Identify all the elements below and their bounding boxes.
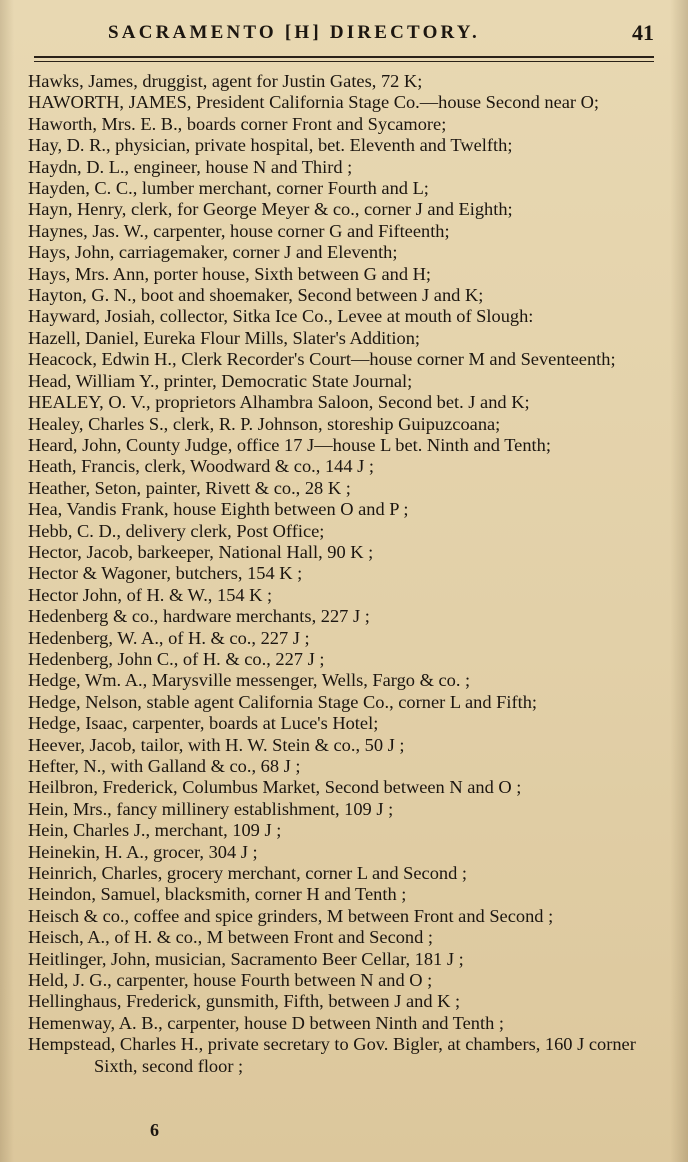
directory-entry: Heilbron, Frederick, Columbus Market, Second between N and O ; [28, 777, 522, 798]
directory-entry: Heacock, Edwin H., Clerk Recorder's Court—house corner M and Seventeenth; [28, 349, 616, 370]
directory-entry: Hea, Vandis Frank, house Eighth between O and P ; [28, 499, 409, 520]
directory-entry: Haworth, Mrs. E. B., boards corner Front and Sycamore; [28, 113, 447, 134]
directory-entry: Hedge, Wm. A., Marysville messenger, Wells, Fargo & co. ; [28, 670, 471, 691]
directory-entry: Hebb, C. D., delivery clerk, Post Office; [28, 520, 325, 541]
directory-entry: Heindon, Samuel, blacksmith, corner H and Tenth ; [28, 884, 407, 905]
header-rule [34, 56, 654, 58]
directory-entry: Haydn, D. L., engineer, house N and Third ; [28, 156, 353, 177]
directory-entry: Hayden, C. C., lumber merchant, corner Fourth and L; [28, 178, 429, 199]
directory-entries [28, 71, 654, 1077]
directory-entry: Heinrich, Charles, grocery merchant, corner L and Second ; [28, 863, 467, 884]
directory-entry: Hawks, James, druggist, agent for Justin Gates, 72 K; [28, 71, 423, 91]
directory-entry: HAWORTH, JAMES, President California Stage Co.—house Second near O; [28, 92, 600, 113]
directory-entry: Hector & Wagoner, butchers, 154 K ; [28, 563, 303, 584]
directory-entry: Hayton, G. N., boot and shoemaker, Second between J and K; [28, 285, 484, 306]
directory-entry: Healey, Charles S., clerk, R. P. Johnson, storeship Guipuzcoana; [28, 413, 501, 434]
directory-entry: Hempstead, Charles H., private secretary to Gov. Bigler, at chambers, 160 J corner Sixth, second floor ; [28, 1034, 636, 1076]
directory-entry: Heath, Francis, clerk, Woodward & co., 144 J ; [28, 456, 374, 477]
running-title: SACRAMENTO [H] DIRECTORY. [108, 22, 480, 43]
header-rule-thin [34, 61, 654, 62]
directory-entry: Hedge, Nelson, stable agent California Stage Co., corner L and Fifth; [28, 691, 538, 712]
directory-entry: Hemenway, A. B., carpenter, house D between Ninth and Tenth ; [28, 1012, 504, 1033]
directory-entry: Hedenberg, W. A., of H. & co., 227 J ; [28, 627, 310, 648]
page-number: 41 [632, 20, 654, 45]
page-header [0, 18, 688, 58]
directory-entry: Held, J. G., carpenter, house Fourth between N and O ; [28, 970, 433, 991]
directory-entry: HEALEY, O. V., proprietors Alhambra Saloon, Second bet. J and K; [28, 392, 530, 413]
directory-entry: Head, William Y., printer, Democratic State Journal; [28, 370, 413, 391]
directory-entry: Hector, Jacob, barkeeper, National Hall, 90 K ; [28, 541, 374, 562]
directory-entry: Hein, Mrs., fancy millinery establishment, 109 J ; [28, 798, 394, 819]
directory-entry: Hayward, Josiah, collector, Sitka Ice Co., Levee at mouth of Slough: [28, 306, 534, 327]
page-edge-shadow [670, 0, 688, 1162]
directory-entry: Hays, Mrs. Ann, porter house, Sixth between G and H; [28, 263, 432, 284]
directory-entry: Heitlinger, John, musician, Sacramento Beer Cellar, 181 J ; [28, 948, 464, 969]
directory-entry: Hector John, of H. & W., 154 K ; [28, 584, 273, 605]
directory-entry: Hedenberg & co., hardware merchants, 227 J ; [28, 606, 370, 627]
directory-entry: Hein, Charles J., merchant, 109 J ; [28, 820, 282, 841]
signature-mark: 6 [150, 1120, 159, 1140]
directory-entry: Heisch, A., of H. & co., M between Front and Second ; [28, 927, 434, 948]
directory-entry: Heever, Jacob, tailor, with H. W. Stein & co., 50 J ; [28, 734, 405, 755]
directory-entry: Hellinghaus, Frederick, gunsmith, Fifth, between J and K ; [28, 991, 461, 1012]
directory-entry: Hays, John, carriagemaker, corner J and Eleventh; [28, 242, 398, 263]
directory-entry: Hazell, Daniel, Eureka Flour Mills, Slater's Addition; [28, 327, 421, 348]
directory-entry: Hayn, Henry, clerk, for George Meyer & co., corner J and Eighth; [28, 199, 513, 220]
directory-entry: Haynes, Jas. W., carpenter, house corner G and Fifteenth; [28, 220, 450, 241]
directory-entry: Heard, John, County Judge, office 17 J—house L bet. Ninth and Tenth; [28, 434, 551, 455]
directory-entry: Hedenberg, John C., of H. & co., 227 J ; [28, 648, 325, 669]
directory-entry: Hefter, N., with Galland & co., 68 J ; [28, 756, 301, 776]
directory-entry: Heisch & co., coffee and spice grinders, M between Front and Second ; [28, 905, 554, 926]
directory-entry: Heather, Seton, painter, Rivett & co., 28 K ; [28, 477, 351, 498]
directory-entry: Hedge, Isaac, carpenter, boards at Luce's Hotel; [28, 713, 379, 734]
gutter-shadow [0, 0, 14, 1162]
directory-entry: Hay, D. R., physician, private hospital, bet. Eleventh and Twelfth; [28, 135, 513, 156]
directory-entry: Heinekin, H. A., grocer, 304 J ; [28, 841, 258, 862]
